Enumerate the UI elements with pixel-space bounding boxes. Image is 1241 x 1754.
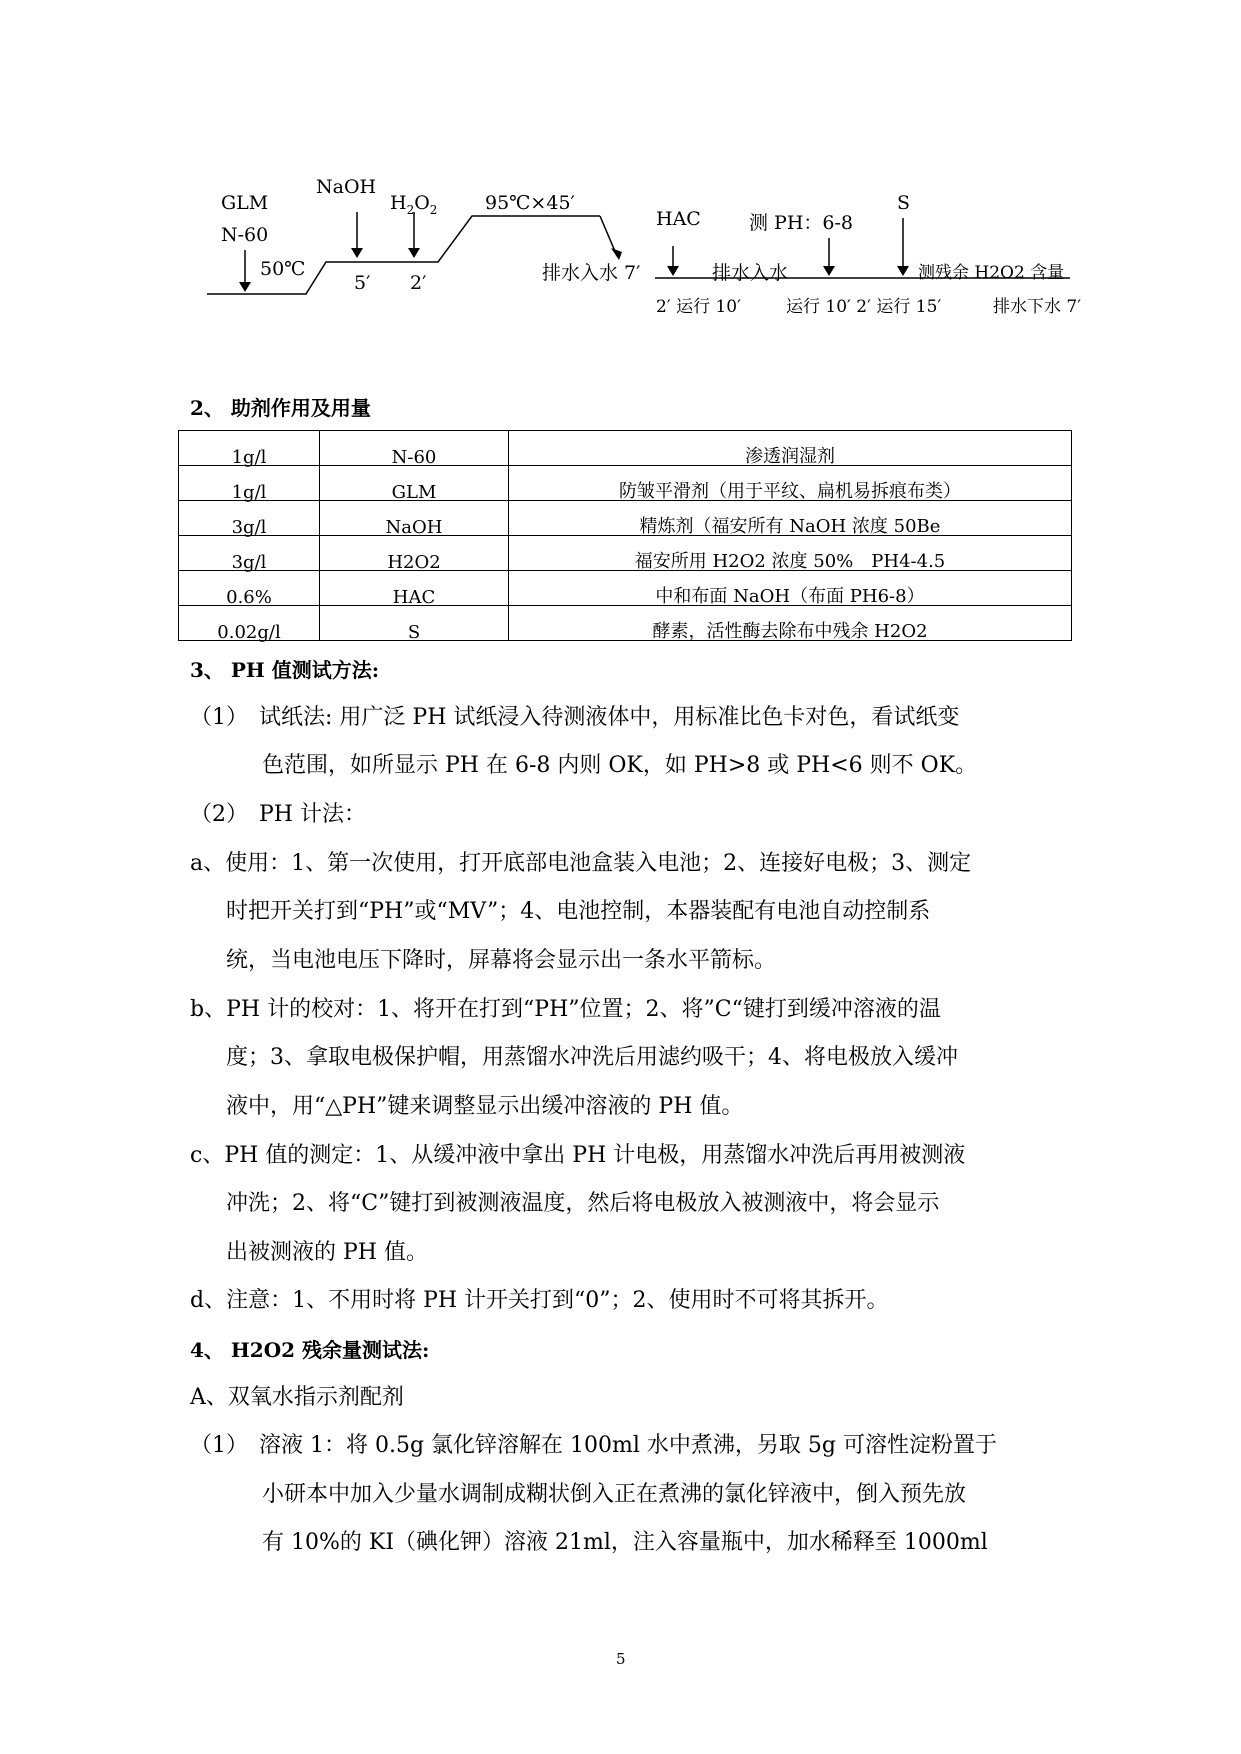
section-3-line-12: 出被测液的 PH 值。 [226, 1240, 428, 1265]
section-3-line-13: d、注意：1、不用时将 PH 计开关打到“0”；2、使用时不可将其拆开。 [190, 1288, 889, 1313]
glm-label: GLM [221, 192, 269, 214]
time-2-label: 2′ [410, 272, 427, 294]
section-4-line-3: 小研本中加入少量水调制成糊状倒入正在煮沸的氯化锌液中，倒入预先放 [262, 1482, 967, 1507]
timeline-segment-3: 排水下水 7′ [993, 297, 1082, 317]
timeline-segment-1: 2′ 运行 10′ [656, 297, 741, 317]
table-row: 1g/l N-60 渗透润湿剂 [179, 431, 1072, 466]
time-5-label: 5′ [354, 272, 371, 294]
table-row: 0.02g/l S 酵素，活性酶去除布中残余 H2O2 [179, 606, 1072, 641]
timeline-segment-2: 运行 10′ 2′ 运行 15′ [786, 297, 942, 317]
section-3-line-8: 度；3、拿取电极保护帽，用蒸馏水冲洗后用滤约吸干；4、将电极放入缓冲 [226, 1045, 958, 1070]
section-3-line-1: （1） 试纸法: 用广泛 PH 试纸浸入待测液体中，用标准比色卡对色，看试纸变 [190, 705, 960, 730]
section-2-title: 2、 助剂作用及用量 [190, 396, 371, 420]
section-3-line-6: 统，当电池电压下降时，屏幕将会显示出一条水平箭标。 [226, 948, 777, 973]
temp-50-label: 50℃ [260, 258, 306, 280]
section-4-title: 4、 H2O2 残余量测试法: [190, 1338, 430, 1362]
n60-label: N-60 [221, 224, 269, 246]
section-4-line-4: 有 10%的 KI（碘化钾）溶液 21ml，注入容量瓶中，加水稀释至 1000ml [262, 1530, 988, 1555]
section-3-line-5: 时把开关打到“PH”或“MV”；4、电池控制，本器装配有电池自动控制系 [226, 899, 931, 924]
section-3-line-11: 冲洗；2、将“C”键打到被测液温度，然后将电极放入被测液中，将会显示 [226, 1191, 940, 1216]
hac-label: HAC [656, 208, 701, 230]
test-h2o2-label: 测残余 H2O2 含量 [918, 263, 1065, 283]
table-row: 0.6% HAC 中和布面 NaOH（布面 PH6-8） [179, 571, 1072, 606]
section-3-line-7: b、PH 计的校对：1、将开在打到“PH”位置；2、将”C“键打到缓冲溶液的温 [190, 997, 941, 1022]
hold-95-label: 95℃×45′ [485, 192, 575, 214]
section-3-line-3: （2） PH 计法： [190, 802, 366, 827]
table-row: 3g/l NaOH 精炼剂（福安所有 NaOH 浓度 50Be [179, 501, 1072, 536]
table-row: 1g/l GLM 防皱平滑剂（用于平纹、扁机易拆痕布类） [179, 466, 1072, 501]
auxiliary-table [178, 430, 1072, 641]
section-3-line-9: 液中，用“△PH”键来调整显示出缓冲溶液的 PH 值。 [226, 1094, 744, 1119]
test-ph-label: 测 PH：6-8 [749, 212, 853, 234]
page-number: 5 [616, 1650, 626, 1668]
section-3-line-10: c、PH 值的测定：1、从缓冲液中拿出 PH 计电极，用蒸馏水冲洗后再用被测液 [190, 1143, 966, 1168]
h2o2-label: $H_2O_2$ [390, 192, 438, 217]
naoh-label: NaOH [316, 176, 377, 198]
table-row: 3g/l H2O2 福安所用 H2O2 浓度 50% PH4-4.5 [179, 536, 1072, 571]
s-label: S [897, 192, 911, 214]
section-4-line-2: （1） 溶液 1：将 0.5g 氯化锌溶解在 100ml 水中煮沸，另取 5g 可溶性淀粉置于 [190, 1433, 997, 1458]
section-3-line-4: a、使用：1、第一次使用，打开底部电池盒装入电池；2、连接好电极；3、测定 [190, 851, 972, 876]
section-4-line-1: A、双氧水指示剂配剂 [190, 1385, 404, 1410]
drain-fill-label: 排水入水 [712, 262, 789, 284]
section-3-line-2: 色范围，如所显示 PH 在 6-8 内则 OK，如 PH>8 或 PH<6 则不 OK。 [262, 753, 978, 778]
drain-fill-7-label: 排水入水 7′ [542, 262, 641, 284]
section-3-title: 3、 PH 值测试方法: [190, 658, 380, 682]
